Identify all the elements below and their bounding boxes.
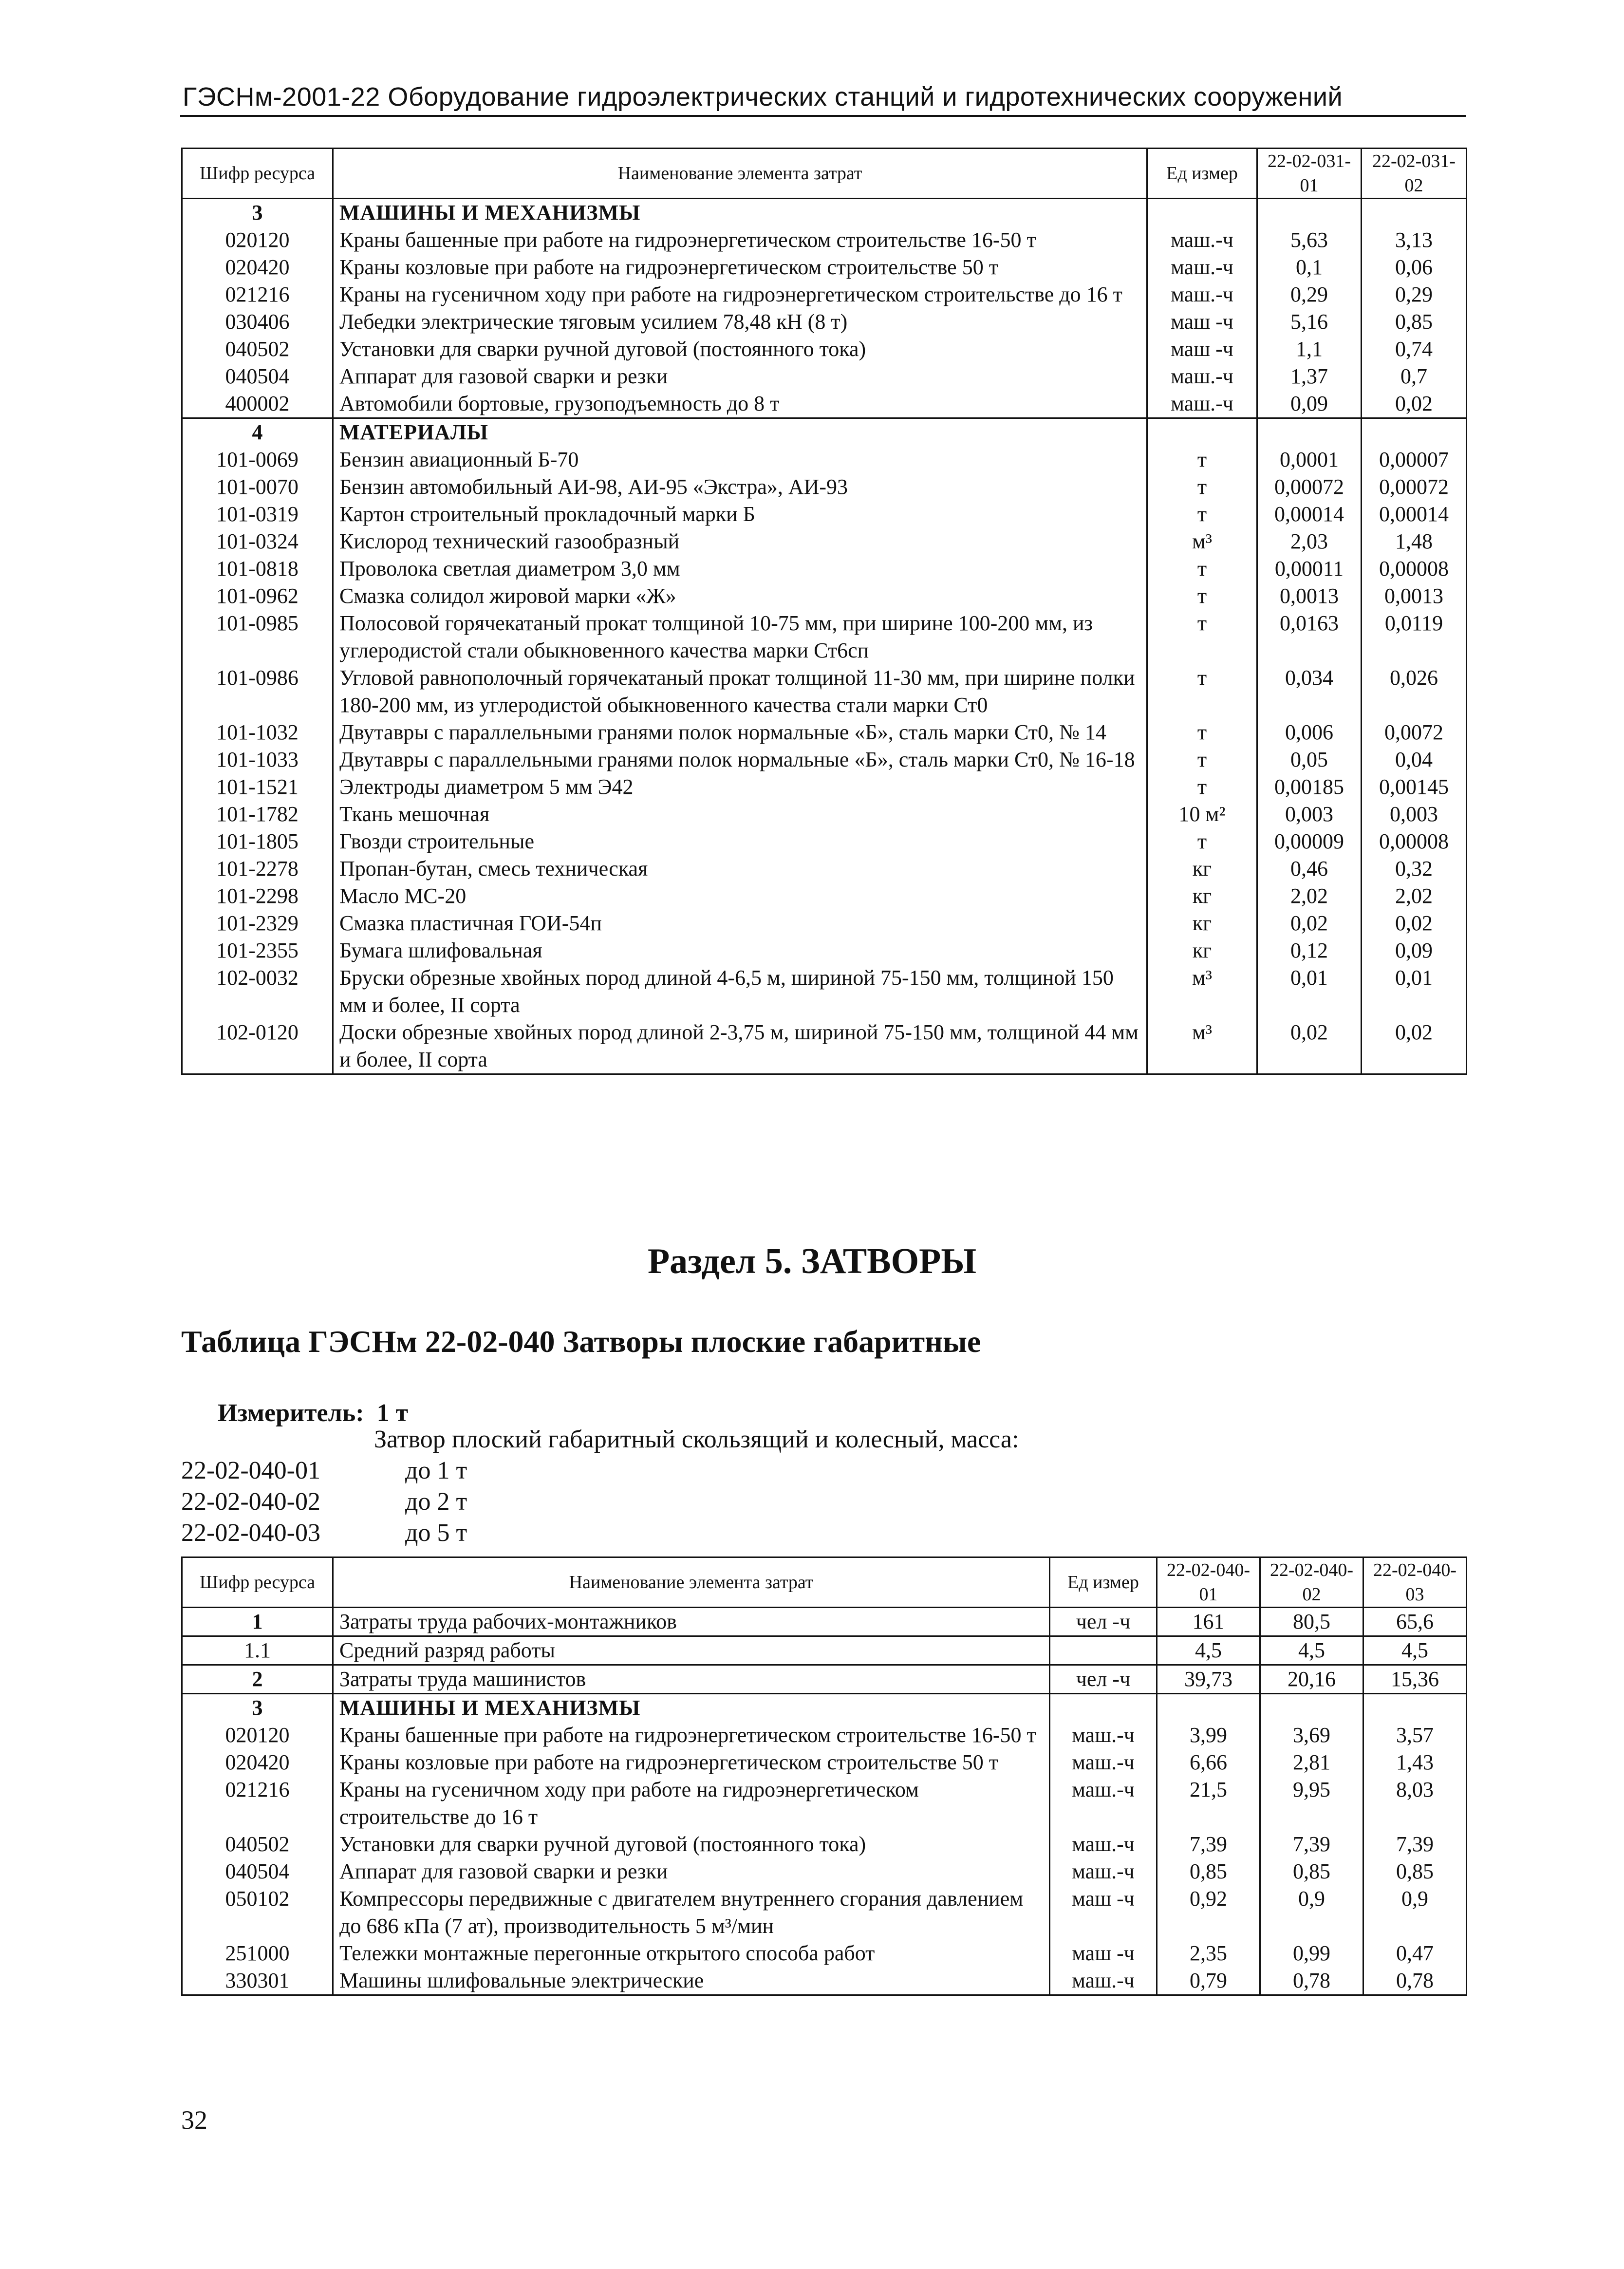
value-col2: 3,69 xyxy=(1260,1722,1363,1749)
value-col2: 0,85 xyxy=(1260,1858,1363,1885)
header-unit: Ед измер xyxy=(1147,149,1257,199)
resource-code: 040502 xyxy=(182,1831,333,1858)
value-col1: 0,034 xyxy=(1257,664,1362,719)
value-col1: 0,79 xyxy=(1157,1967,1260,1995)
group-title: МАШИНЫ И МЕХАНИЗМЫ xyxy=(333,1694,1050,1722)
value-col3: 65,6 xyxy=(1363,1608,1467,1636)
value-col2: 7,39 xyxy=(1260,1831,1363,1858)
table-row xyxy=(182,555,1467,582)
resource-code: 101-1033 xyxy=(182,746,333,773)
resource-code: 101-2329 xyxy=(182,910,333,937)
resource-code: 020420 xyxy=(182,254,333,281)
resource-name: Краны на гусеничном ходу при работе на гидроэнергетическом строительстве до 16 т xyxy=(333,281,1147,308)
table-row xyxy=(182,746,1467,773)
resource-code: 020420 xyxy=(182,1749,333,1776)
resource-unit: маш -ч xyxy=(1050,1940,1157,1967)
value-col2: 0,003 xyxy=(1362,801,1467,828)
value-col1: 0,00014 xyxy=(1257,501,1362,528)
parameter-code: 22-02-040-02 xyxy=(181,1488,320,1516)
resource-unit: т xyxy=(1147,501,1257,528)
resource-unit: маш.-ч xyxy=(1050,1776,1157,1831)
resource-unit: т xyxy=(1147,582,1257,610)
table-row xyxy=(182,1665,1467,1694)
resource-name: Автомобили бортовые, грузоподъемность до 8 т xyxy=(333,390,1147,418)
parameter-value: до 1 т xyxy=(405,1457,467,1484)
value-col2: 0,00014 xyxy=(1362,501,1467,528)
value-col2: 3,13 xyxy=(1362,226,1467,254)
empty-cell xyxy=(1157,1694,1260,1722)
value-col1: 0,0001 xyxy=(1257,446,1362,473)
resource-code: 021216 xyxy=(182,281,333,308)
resource-name: Затраты труда машинистов xyxy=(333,1665,1050,1694)
resource-name: Затраты труда рабочих-монтажников xyxy=(333,1608,1050,1636)
value-col2: 9,95 xyxy=(1260,1776,1363,1831)
resource-name: Двутавры с параллельными гранями полок нормальные «Б», сталь марки Ст0, № 16-18 xyxy=(333,746,1147,773)
empty-cell xyxy=(1050,1694,1157,1722)
table-row xyxy=(182,1858,1467,1885)
resources-table-040 xyxy=(181,1556,1467,1996)
value-col2: 0,06 xyxy=(1362,254,1467,281)
value-col3: 3,57 xyxy=(1363,1722,1467,1749)
value-col2: 0,09 xyxy=(1362,937,1467,964)
resource-unit: м³ xyxy=(1147,964,1257,1019)
resource-unit: чел -ч xyxy=(1050,1608,1157,1636)
value-col1: 6,66 xyxy=(1157,1749,1260,1776)
table-body xyxy=(182,199,1467,1074)
value-col1: 39,73 xyxy=(1157,1665,1260,1694)
resource-unit: кг xyxy=(1147,882,1257,910)
empty-cell xyxy=(1147,199,1257,227)
value-col2: 0,02 xyxy=(1362,910,1467,937)
table-row xyxy=(182,254,1467,281)
resource-unit: т xyxy=(1147,746,1257,773)
resource-name: Краны на гусеничном ходу при работе на гидроэнергетическом строительстве до 16 т xyxy=(333,1776,1050,1831)
value-col1: 2,02 xyxy=(1257,882,1362,910)
resource-code: 101-0070 xyxy=(182,473,333,501)
parameter-code: 22-02-040-01 xyxy=(181,1457,320,1484)
resource-name: Установки для сварки ручной дуговой (постоянного тока) xyxy=(333,336,1147,363)
group-number: 3 xyxy=(182,1694,333,1722)
resource-code: 101-0962 xyxy=(182,582,333,610)
group-number: 4 xyxy=(182,418,333,447)
value-col1: 0,00009 xyxy=(1257,828,1362,855)
value-col3: 7,39 xyxy=(1363,1831,1467,1858)
table-row xyxy=(182,964,1467,1019)
resource-unit: 10 м² xyxy=(1147,801,1257,828)
resource-name: Угловой равнополочный горячекатаный прокат толщиной 11-30 мм, при ширине полки 180-200 мм, из углеродистой обыкновенного качества стали марки Ст0 xyxy=(333,664,1147,719)
resource-name: Аппарат для газовой сварки и резки xyxy=(333,1858,1050,1885)
resource-name: Масло МС-20 xyxy=(333,882,1147,910)
value-col2: 0,0013 xyxy=(1362,582,1467,610)
parameter-description: Затвор плоский габаритный скользящий и колесный, масса: xyxy=(374,1425,1019,1453)
value-col2: 0,0072 xyxy=(1362,719,1467,746)
header-name: Наименование элемента затрат xyxy=(333,1557,1050,1608)
value-col2: 4,5 xyxy=(1260,1636,1363,1665)
table-row xyxy=(182,801,1467,828)
value-col3: 0,85 xyxy=(1363,1858,1467,1885)
table-row xyxy=(182,473,1467,501)
value-col2: 0,99 xyxy=(1260,1940,1363,1967)
resource-unit: маш.-ч xyxy=(1147,390,1257,418)
header-unit: Ед измер xyxy=(1050,1557,1157,1608)
value-col1: 0,05 xyxy=(1257,746,1362,773)
table-row xyxy=(182,1967,1467,1995)
resource-name: Бумага шлифовальная xyxy=(333,937,1147,964)
value-col1: 2,03 xyxy=(1257,528,1362,555)
resource-unit: маш.-ч xyxy=(1147,254,1257,281)
value-col2: 0,00007 xyxy=(1362,446,1467,473)
resource-code: 020120 xyxy=(182,1722,333,1749)
table-row xyxy=(182,1885,1467,1940)
value-col2: 0,00008 xyxy=(1362,555,1467,582)
value-col1: 2,35 xyxy=(1157,1940,1260,1967)
resource-unit: маш.-ч xyxy=(1147,226,1257,254)
resource-unit: т xyxy=(1147,773,1257,801)
value-col1: 21,5 xyxy=(1157,1776,1260,1831)
section-title: Раздел 5. ЗАТВОРЫ xyxy=(647,1241,977,1281)
resource-name: Смазка солидол жировой марки «Ж» xyxy=(333,582,1147,610)
resource-code: 101-0069 xyxy=(182,446,333,473)
resource-unit: м³ xyxy=(1147,528,1257,555)
table-row xyxy=(182,390,1467,418)
resource-unit: т xyxy=(1147,664,1257,719)
resource-name: Лебедки электрические тяговым усилием 78,48 кН (8 т) xyxy=(333,308,1147,336)
resource-name: Средний разряд работы xyxy=(333,1636,1050,1665)
value-col1: 5,16 xyxy=(1257,308,1362,336)
value-col1: 0,02 xyxy=(1257,1019,1362,1074)
table-row xyxy=(182,446,1467,473)
table-row xyxy=(182,1776,1467,1831)
group-title: МАТЕРИАЛЫ xyxy=(333,418,1147,447)
resource-unit: чел -ч xyxy=(1050,1665,1157,1694)
parameter-row xyxy=(181,1519,467,1547)
resource-unit: маш.-ч xyxy=(1050,1967,1157,1995)
empty-cell xyxy=(1147,418,1257,447)
resource-name: Полосовой горячекатаный прокат толщиной 10-75 мм, при ширине 100-200 мм, из углеродистой стали обыкновенного качества марки Ст6сп xyxy=(333,610,1147,664)
header-col2: 22-02-040-02 xyxy=(1260,1557,1363,1608)
resource-unit: маш.-ч xyxy=(1050,1749,1157,1776)
resource-code: 101-1521 xyxy=(182,773,333,801)
resource-code: 030406 xyxy=(182,308,333,336)
resource-name: Двутавры с параллельными гранями полок нормальные «Б», сталь марки Ст0, № 14 xyxy=(333,719,1147,746)
resource-code: 101-0818 xyxy=(182,555,333,582)
value-col1: 0,0163 xyxy=(1257,610,1362,664)
header-code: Шифр ресурса xyxy=(182,1557,333,1608)
table-row xyxy=(182,582,1467,610)
resource-code: 101-2298 xyxy=(182,882,333,910)
value-col2: 0,78 xyxy=(1260,1967,1363,1995)
resource-code: 101-1782 xyxy=(182,801,333,828)
value-col3: 0,78 xyxy=(1363,1967,1467,1995)
resource-name: Бензин автомобильный АИ-98, АИ-95 «Экстра», АИ-93 xyxy=(333,473,1147,501)
value-col2: 0,29 xyxy=(1362,281,1467,308)
value-col2: 0,74 xyxy=(1362,336,1467,363)
value-col1: 0,85 xyxy=(1157,1858,1260,1885)
resource-code: 101-0324 xyxy=(182,528,333,555)
resource-unit: кг xyxy=(1147,855,1257,882)
resource-name: Аппарат для газовой сварки и резки xyxy=(333,363,1147,390)
table-row xyxy=(182,336,1467,363)
resource-unit: т xyxy=(1147,446,1257,473)
value-col1: 0,92 xyxy=(1157,1885,1260,1940)
resource-name: Тележки монтажные перегонные открытого способа работ xyxy=(333,1940,1050,1967)
value-col3: 4,5 xyxy=(1363,1636,1467,1665)
parameter-code: 22-02-040-03 xyxy=(181,1519,320,1547)
table-row xyxy=(182,281,1467,308)
table-row xyxy=(182,226,1467,254)
table-row xyxy=(182,501,1467,528)
resource-code: 101-1805 xyxy=(182,828,333,855)
value-col2: 0,02 xyxy=(1362,390,1467,418)
table-row xyxy=(182,882,1467,910)
resource-code: 102-0032 xyxy=(182,964,333,1019)
table-row xyxy=(182,773,1467,801)
resource-code: 040504 xyxy=(182,363,333,390)
value-col1: 0,1 xyxy=(1257,254,1362,281)
table-row xyxy=(182,528,1467,555)
value-col2: 0,0119 xyxy=(1362,610,1467,664)
resource-code: 1 xyxy=(182,1608,333,1636)
table-row xyxy=(182,719,1467,746)
table-row xyxy=(182,1019,1467,1074)
table-row xyxy=(182,418,1467,447)
header-code: Шифр ресурса xyxy=(182,149,333,199)
resource-code: 101-0985 xyxy=(182,610,333,664)
table-row xyxy=(182,1608,1467,1636)
header-col1: 22-02-031-01 xyxy=(1257,149,1362,199)
resource-unit: маш.-ч xyxy=(1147,363,1257,390)
value-col2: 0,026 xyxy=(1362,664,1467,719)
resource-unit: кг xyxy=(1147,910,1257,937)
value-col2: 0,00145 xyxy=(1362,773,1467,801)
resource-code: 101-2355 xyxy=(182,937,333,964)
resource-name: Машины шлифовальные электрические xyxy=(333,1967,1050,1995)
empty-cell xyxy=(1257,199,1362,227)
running-header: ГЭСНм-2001-22 Оборудование гидроэлектрических станций и гидротехнических сооружений xyxy=(183,82,1343,112)
resource-code: 101-0319 xyxy=(182,501,333,528)
resource-code: 1.1 xyxy=(182,1636,333,1665)
resource-unit: маш -ч xyxy=(1147,336,1257,363)
empty-cell xyxy=(1257,418,1362,447)
parameter-row xyxy=(181,1456,467,1485)
resource-code: 330301 xyxy=(182,1967,333,1995)
resource-name: Гвозди строительные xyxy=(333,828,1147,855)
resource-unit: маш.-ч xyxy=(1050,1858,1157,1885)
resource-name: Краны козловые при работе на гидроэнергетическом строительстве 50 т xyxy=(333,254,1147,281)
value-col2: 1,48 xyxy=(1362,528,1467,555)
resource-name: Краны козловые при работе на гидроэнергетическом строительстве 50 т xyxy=(333,1749,1050,1776)
table-row xyxy=(182,855,1467,882)
resource-name: Смазка пластичная ГОИ-54п xyxy=(333,910,1147,937)
value-col1: 0,46 xyxy=(1257,855,1362,882)
resources-table-031 xyxy=(181,148,1467,1075)
resource-name: Доски обрезные хвойных пород длиной 2-3,75 м, шириной 75-150 мм, толщиной 44 мм и более, II сорта xyxy=(333,1019,1147,1074)
meter-value: 1 т xyxy=(376,1399,409,1427)
resource-unit: маш.-ч xyxy=(1147,281,1257,308)
value-col1: 161 xyxy=(1157,1608,1260,1636)
resource-name: Краны башенные при работе на гидроэнергетическом строительстве 16-50 т xyxy=(333,1722,1050,1749)
value-col2: 0,9 xyxy=(1260,1885,1363,1940)
resource-code: 251000 xyxy=(182,1940,333,1967)
value-col2: 20,16 xyxy=(1260,1665,1363,1694)
resource-name: Компрессоры передвижные с двигателем внутреннего сгорания давлением до 686 кПа (7 ат), производительность 5 м³/мин xyxy=(333,1885,1050,1940)
resource-code: 020120 xyxy=(182,226,333,254)
resource-name: Проволока светлая диаметром 3,0 мм xyxy=(333,555,1147,582)
value-col1: 0,01 xyxy=(1257,964,1362,1019)
value-col1: 0,006 xyxy=(1257,719,1362,746)
value-col2: 0,01 xyxy=(1362,964,1467,1019)
parameter-row xyxy=(181,1487,467,1516)
header-rule xyxy=(180,115,1466,117)
empty-cell xyxy=(1362,418,1467,447)
resource-unit: т xyxy=(1147,719,1257,746)
value-col1: 5,63 xyxy=(1257,226,1362,254)
table-row xyxy=(182,1722,1467,1749)
resource-code: 021216 xyxy=(182,1776,333,1831)
resource-unit: маш.-ч xyxy=(1050,1722,1157,1749)
resource-name: Краны башенные при работе на гидроэнергетическом строительстве 16-50 т xyxy=(333,226,1147,254)
resource-unit: т xyxy=(1147,828,1257,855)
value-col1: 1,37 xyxy=(1257,363,1362,390)
table-row xyxy=(182,910,1467,937)
table-row xyxy=(182,828,1467,855)
table-row xyxy=(182,1694,1467,1722)
table-row xyxy=(182,363,1467,390)
table-row xyxy=(182,308,1467,336)
resource-name: Кислород технический газообразный xyxy=(333,528,1147,555)
value-col3: 0,47 xyxy=(1363,1940,1467,1967)
resource-unit: т xyxy=(1147,473,1257,501)
value-col1: 0,12 xyxy=(1257,937,1362,964)
resource-unit: маш.-ч xyxy=(1050,1831,1157,1858)
parameter-value: до 2 т xyxy=(405,1488,467,1516)
value-col2: 0,00072 xyxy=(1362,473,1467,501)
value-col3: 8,03 xyxy=(1363,1776,1467,1831)
resource-name: Установки для сварки ручной дуговой (постоянного тока) xyxy=(333,1831,1050,1858)
value-col1: 3,99 xyxy=(1157,1722,1260,1749)
value-col3: 0,9 xyxy=(1363,1885,1467,1940)
resource-unit: кг xyxy=(1147,937,1257,964)
value-col1: 0,00072 xyxy=(1257,473,1362,501)
meter xyxy=(218,1399,408,1427)
resource-unit: маш -ч xyxy=(1147,308,1257,336)
resource-unit: маш -ч xyxy=(1050,1885,1157,1940)
value-col2: 0,85 xyxy=(1362,308,1467,336)
value-col2: 0,04 xyxy=(1362,746,1467,773)
resource-code: 101-0986 xyxy=(182,664,333,719)
value-col2: 2,02 xyxy=(1362,882,1467,910)
group-number: 3 xyxy=(182,199,333,227)
value-col1: 0,00011 xyxy=(1257,555,1362,582)
resource-name: Бруски обрезные хвойных пород длиной 4-6,5 м, шириной 75-150 мм, толщиной 150 мм и более, II сорта xyxy=(333,964,1147,1019)
resource-code: 101-2278 xyxy=(182,855,333,882)
resource-code: 050102 xyxy=(182,1885,333,1940)
value-col1: 0,00185 xyxy=(1257,773,1362,801)
value-col2: 0,02 xyxy=(1362,1019,1467,1074)
resource-unit xyxy=(1050,1636,1157,1665)
value-col1: 1,1 xyxy=(1257,336,1362,363)
resource-code: 040502 xyxy=(182,336,333,363)
empty-cell xyxy=(1362,199,1467,227)
table-title: Таблица ГЭСНм 22-02-040 Затворы плоские габаритные xyxy=(181,1324,981,1359)
value-col2: 80,5 xyxy=(1260,1608,1363,1636)
table-row xyxy=(182,1940,1467,1967)
value-col1: 0,003 xyxy=(1257,801,1362,828)
resource-name: Пропан-бутан, смесь техническая xyxy=(333,855,1147,882)
value-col2: 2,81 xyxy=(1260,1749,1363,1776)
value-col3: 15,36 xyxy=(1363,1665,1467,1694)
table-row xyxy=(182,1831,1467,1858)
table-row xyxy=(182,199,1467,227)
value-col2: 0,32 xyxy=(1362,855,1467,882)
meter-label: Измеритель: xyxy=(218,1399,364,1427)
value-col3: 1,43 xyxy=(1363,1749,1467,1776)
value-col1: 0,02 xyxy=(1257,910,1362,937)
resource-code: 400002 xyxy=(182,390,333,418)
value-col1: 0,09 xyxy=(1257,390,1362,418)
table-row xyxy=(182,1636,1467,1665)
resource-name: Электроды диаметром 5 мм Э42 xyxy=(333,773,1147,801)
value-col2: 0,7 xyxy=(1362,363,1467,390)
table-row xyxy=(182,1749,1467,1776)
table-row xyxy=(182,610,1467,664)
value-col2: 0,00008 xyxy=(1362,828,1467,855)
header-col3: 22-02-040-03 xyxy=(1363,1557,1467,1608)
table-body xyxy=(182,1608,1467,1995)
value-col1: 0,29 xyxy=(1257,281,1362,308)
resource-code: 2 xyxy=(182,1665,333,1694)
resource-name: Бензин авиационный Б-70 xyxy=(333,446,1147,473)
header-col2: 22-02-031-02 xyxy=(1362,149,1467,199)
header-name: Наименование элемента затрат xyxy=(333,149,1147,199)
resource-code: 040504 xyxy=(182,1858,333,1885)
page-number: 32 xyxy=(181,2105,207,2135)
header-col1: 22-02-040-01 xyxy=(1157,1557,1260,1608)
resource-unit: т xyxy=(1147,555,1257,582)
value-col1: 0,0013 xyxy=(1257,582,1362,610)
resource-unit: м³ xyxy=(1147,1019,1257,1074)
resource-unit: т xyxy=(1147,610,1257,664)
parameter-value: до 5 т xyxy=(405,1519,467,1547)
empty-cell xyxy=(1260,1694,1363,1722)
table-row xyxy=(182,937,1467,964)
empty-cell xyxy=(1363,1694,1467,1722)
resource-name: Ткань мешочная xyxy=(333,801,1147,828)
resource-code: 102-0120 xyxy=(182,1019,333,1074)
value-col1: 7,39 xyxy=(1157,1831,1260,1858)
group-title: МАШИНЫ И МЕХАНИЗМЫ xyxy=(333,199,1147,227)
resource-code: 101-1032 xyxy=(182,719,333,746)
resource-name: Картон строительный прокладочный марки Б xyxy=(333,501,1147,528)
value-col1: 4,5 xyxy=(1157,1636,1260,1665)
table-row xyxy=(182,664,1467,719)
